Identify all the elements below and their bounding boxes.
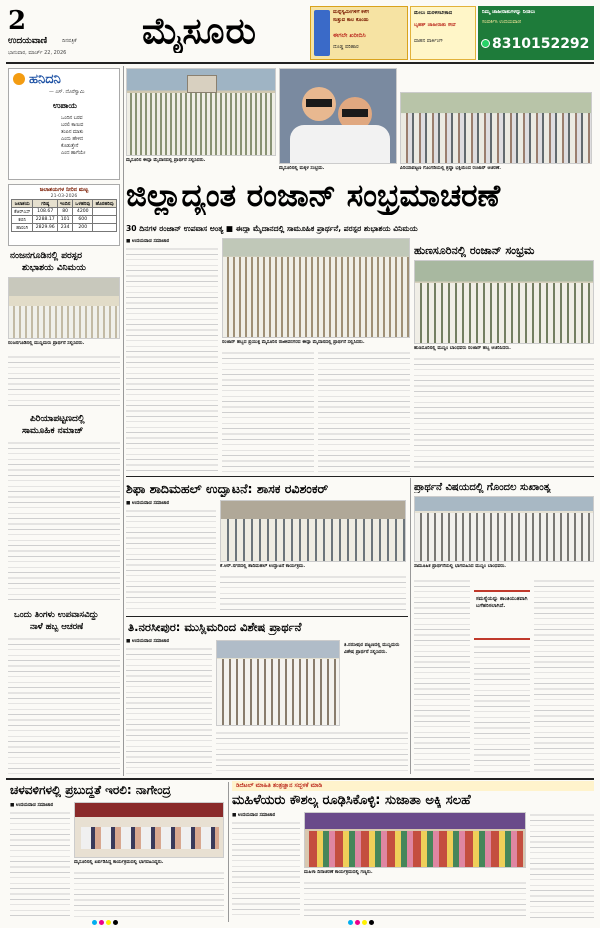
poem-line: ತಂಪಿನ ಮಾತು [61, 130, 84, 135]
ad3-line2: ಸಂಪರ್ಕಿಸಿ ಉದಯವಾಣಿ [482, 20, 521, 25]
periyapatna-headline-1: ಪಿರಿಯಾಪಟ್ಟಣದಲ್ಲಿ [30, 414, 85, 424]
youth-body-col1 [10, 810, 70, 920]
nanjangud-photo [8, 277, 120, 339]
women-body-col2 [304, 880, 526, 920]
paper-name: ಉದಯವಾಣಿ [8, 36, 48, 46]
women-byline: ■ ಉದಯವಾಣಿ ಸಮಾಚಾರ [232, 813, 276, 818]
main-photo-4 [222, 238, 410, 338]
periyapatna-body [8, 440, 120, 604]
shifa-headline: ಶಿಫಾ ಶಾದಿಮಹಲ್ ಉದ್ಘಾಟನೆ: ಶಾಸಕ ರವಿಶಂಕರ್ [126, 481, 329, 496]
youth-caption: ಮೈಸೂರಿನಲ್ಲಿ ಏರ್ಪಡಿಸಿದ್ದ ಕಾರ್ಯಕ್ರಮದಲ್ಲಿ ಭಾಗವಹಿಸಿದ್ದರು. [74, 860, 164, 865]
th: ಜಲಾಶಯ [12, 200, 33, 208]
prayer-body-col1 [414, 578, 470, 774]
poem-line: ಒಂದಿನ ಬರವ [61, 116, 83, 121]
cell: ಕಬಿನಿ [12, 216, 33, 224]
water-table [11, 199, 117, 232]
nanjangud-headline-2: ಶುಭಾಶಯ ವಿನಿಮಯ [22, 263, 86, 273]
prayer-quote: ಸಮಸ್ಯೆಯನ್ನು ಶಾಂತಿಯುತವಾಗಿ ಬಗೆಹರಿಸಲಾಗಿದೆ. [476, 596, 528, 609]
water-level-box [8, 184, 120, 246]
hunsur-photo [414, 260, 594, 344]
col-divider [123, 66, 124, 776]
honey-byline: — ಎಸ್. ದೊರೆಸ್ವಾಮಿ [49, 90, 85, 95]
whatsapp-icon [481, 39, 490, 48]
prayer-photo [414, 496, 594, 562]
nanjangud-body [8, 354, 120, 410]
cell [93, 224, 117, 232]
water-table-date: 21-03-2026 [50, 194, 78, 199]
section-rule [6, 778, 594, 780]
cell: 200 [73, 224, 93, 232]
honey-logo-icon [13, 73, 25, 85]
poem-line: ಎಂದ ಹಾಗೆಯೇ [61, 151, 86, 156]
col-divider [410, 478, 411, 774]
poem-line: ಬರಲಿ ಕಾಣುವ [61, 123, 84, 128]
ad1-line1: ಮನ್ನೆಸ್ವಮೀಗಳಿಗೆ ಕಳೆಗ [333, 10, 370, 15]
main-headline: ಜಿಲ್ಲಾದ್ಯಂತ ರಂಜಾನ್ ಸಂಭ್ರಮಾಚರಣೆ [126, 178, 501, 214]
prayer-quote-box [474, 590, 530, 640]
women-caption: ಮಹಿಳಾ ದಿನಾಚರಣೆ ಕಾರ್ಯಕ್ರಮದಲ್ಲಿ ಗಣ್ಯರು. [304, 870, 373, 875]
ad3-line1: ನಿಮ್ಮ ಜಾಹೀರಾತುಗಳನ್ನು ನೀಡಲು [482, 10, 536, 15]
table-row [12, 208, 117, 216]
tnarsipur-headline: ತಿ.ನರಸೀಪುರ: ಮುಸ್ಲಿಮರಿಂದ ವಿಶೇಷ ಪ್ರಾರ್ಥನೆ [128, 620, 302, 634]
table-row [12, 224, 117, 232]
women-photo [304, 812, 526, 868]
date-line: ಭಾನುವಾರ, ಮಾರ್ಚ್ 22, 2026 [8, 50, 67, 56]
hunsur-caption: ಹುಣಸೂರಿನಲ್ಲಿ ಮುಸ್ಲಿಂ ಬಾಂಧವರು ರಂಜಾನ್ ಹಬ್ಬ ಆಚರಿಸಿದರು. [414, 346, 511, 351]
tnarsipur-byline: ■ ಉದಯವಾಣಿ ಸಮಾಚಾರ [126, 639, 170, 644]
youth-headline: ಚಳವಳಿಗಳಲ್ಲಿ ಪ್ರಬುದ್ಧತೆ ಇರಲಿ: ನಾಗೇಂದ್ರ [10, 783, 171, 797]
cell: 234 [58, 224, 73, 232]
hunsur-body [414, 356, 594, 472]
prayer-headline: ಪ್ರಾರ್ಥನೆ ವಿಷಯದಲ್ಲಿ ಗೊಂದಲ ಸುಖಾಂತ್ಯ [414, 482, 551, 493]
ad2-line3: ವಾಹನ ಪಾರ್ಕಿಂಗ್ [414, 39, 444, 44]
youth-body-col2 [74, 870, 224, 920]
ad-banner-3[interactable] [478, 6, 594, 60]
main-photo-2-caption: ಮೈಸೂರಿನಲ್ಲಿ ಮಕ್ಕಳ ಸಂಭ್ರಮ. [279, 166, 325, 171]
periyapatna-headline-2: ಸಾಮೂಹಿಕ ನಮಾಜ್ [22, 426, 84, 436]
poem-line: ಎಂದು ಹೇಳಿದ [61, 137, 83, 142]
col-divider [228, 782, 229, 922]
shifa-byline: ■ ಉದಯವಾಣಿ ಸಮಾಚಾರ [126, 501, 170, 506]
cell [93, 216, 117, 224]
youth-byline: ■ ಉದಯವಾಣಿ ಸಮಾಚಾರ [10, 803, 54, 808]
ad2-line1: ಮೇಲು ಮರಳಿಸಬೇಕಾದ [414, 11, 453, 16]
one-month-headline-1: ಒಂದು ತಿಂಗಳು ಉಪವಾಸವಿದ್ದು [14, 610, 99, 620]
honey-poem [61, 115, 85, 157]
cell: 2288.17 [33, 216, 58, 224]
cell: 108.67 [33, 208, 58, 216]
tnarsipur-photo [216, 640, 340, 726]
main-photo-4-caption: ರಂಜಾನ್ ಹಬ್ಬದ ಪ್ರಯುಕ್ತ ಮೈಸೂರಿನ ರಾಜೀವನಗರದ ಈದ್ಗಾ ಮೈದಾನದಲ್ಲಿ ಪ್ರಾರ್ಥನೆ ಸಲ್ಲಿಸಿದರು. [222, 340, 365, 345]
th: ಗರಿಷ್ಠ [33, 200, 58, 208]
main-photo-2 [279, 68, 397, 164]
main-subheadline: 30 ದಿನಗಳ ರಂಜಾನ್ ಉಪವಾಸ ಅಂತ್ಯ ■ ಈದ್ಗಾ ಮೈದಾನದಲ್ಲಿ ಸಾಮೂಹಿಕ ಪ್ರಾರ್ಥನೆ, ಪರಸ್ಪರ ಶುಭಾಶಯ ವಿನಿಮಯ [126, 224, 418, 233]
cell: ಹಾರಂಗಿ [12, 224, 33, 232]
cell: 4200 [73, 208, 93, 216]
masthead-rule [6, 62, 594, 64]
main-body-col3 [318, 350, 410, 472]
phone-icon [314, 10, 330, 56]
th: ಇಂದಿನ [58, 200, 73, 208]
main-photo-1 [126, 68, 276, 156]
hunsur-headline: ಹುಣಸೂರಿನಲ್ಲಿ ರಂಜಾನ್ ಸಂಭ್ರಮ [414, 244, 535, 257]
shifa-photo [220, 500, 406, 562]
paper-sub: ದಿನಪತ್ರಿಕೆ [62, 38, 77, 44]
cell: 101 [58, 216, 73, 224]
women-body-col3 [530, 812, 594, 920]
honey-box [8, 68, 120, 180]
main-photo-3 [400, 92, 592, 164]
cell [93, 208, 117, 216]
main-photo-3-caption: ಪಿರಿಯಾಪಟ್ಟಣ ಗೊಂಗಡಿಯಲ್ಲಿ ಶ್ರದ್ಧಾ ಭಕ್ತಿಯಿಂದ ರಂಜಾನ್ ಆಚರಣೆ. [400, 166, 502, 171]
cell: ಕೆಆರ್‌ಎಸ್ [12, 208, 33, 216]
edition-title: ಮೈಸೂರು [142, 10, 257, 52]
main-body-col1 [126, 246, 218, 472]
main-body-col2 [222, 350, 314, 472]
th: ಹೊರಹರಿವು [93, 200, 117, 208]
women-kicker: ಡಿಜಿಟಲ್ ಮಾಹಿತಿ ತಂತ್ರಜ್ಞಾನ ಸದ್ಬಳಕೆ ಮಾಡಿ [236, 782, 323, 789]
registration-marks [92, 920, 118, 925]
prayer-caption: ಸಾಮೂಹಿಕ ಪ್ರಾರ್ಥನೆಯಲ್ಲಿ ಭಾಗವಹಿಸಿದ ಮುಸ್ಲಿಂ ಬಾಂಧವರು. [414, 564, 507, 569]
cell: 80 [58, 208, 73, 216]
youth-photo [74, 802, 224, 858]
main-photo-1-caption: ಮೈಸೂರಿನ ಈದ್ಗಾ ಮೈದಾನದಲ್ಲಿ ಪ್ರಾರ್ಥನೆ ಸಲ್ಲಿಸಿದರು. [126, 158, 206, 163]
masthead [0, 0, 600, 62]
one-month-body [8, 636, 120, 774]
section-rule [126, 476, 594, 477]
women-kicker-bar [232, 781, 594, 791]
tnarsipur-body-col1 [126, 646, 212, 774]
ad-banner-2[interactable] [410, 6, 476, 60]
tnarsipur-caption: ತಿ.ನರಸೀಪುರ ಪಟ್ಟಣದಲ್ಲಿ ಮುಸ್ಲಿಮರು ವಿಶೇಷ ಪ್ರಾರ್ಥನೆ ಸಲ್ಲಿಸಿದರು. [344, 643, 400, 655]
registration-marks [348, 920, 374, 925]
main-byline: ■ ಉದಯವಾಣಿ ಸಮಾಚಾರ [126, 239, 170, 244]
honey-logo: ಹನಿದನಿ [29, 72, 61, 87]
nanjangud-headline-1: ನಂಜನಗೂಡಿನಲ್ಲಿ ಪರಸ್ಪರ [10, 251, 83, 261]
prayer-body-col2 [474, 644, 530, 774]
ad3-phone[interactable]: 8310152292 [492, 36, 590, 52]
ad1-line2: ಸುತ್ತುವ ಕಾಲ ಕೊಂಡು [333, 18, 369, 23]
ad-banner-1[interactable] [310, 6, 408, 60]
shifa-body-col2 [220, 574, 406, 612]
shifa-caption: ಕೆ.ಆರ್.ನಗರದಲ್ಲಿ ಶಾದಿಮಹಲ್ ಉದ್ಘಾಟನೆ ಕಾರ್ಯಕ್ರಮ. [220, 564, 306, 569]
nanjangud-caption: ನಂಜನಗೂಡಿನಲ್ಲಿ ಮುಸ್ಲಿಮರು ಪ್ರಾರ್ಥನೆ ಸಲ್ಲಿಸಿದರು. [8, 341, 85, 346]
ad1-line4: ದೊಡ್ಡ ಪರಿಹಾರ [333, 45, 359, 50]
one-month-headline-2: ನಾಳೆ ಹಬ್ಬ ಆಚರಣೆ [30, 622, 84, 632]
women-headline: ಮಹಿಳೆಯರು ಕೌಶಲ್ಯ ರೂಢಿಸಿಕೊಳ್ಳಿ: ಸುಜಾತಾ ಅಕ್ಕಿ ಸಲಹೆ [232, 793, 471, 808]
women-body-col1 [232, 820, 300, 920]
cell: 600 [73, 216, 93, 224]
prayer-body-col3 [534, 578, 594, 774]
cell: 2829.96 [33, 224, 58, 232]
ad1-line3: ಈಗಲೇ ಖರೀದಿಸಿ [333, 33, 366, 39]
honey-title: ಉಪಾಯ [53, 101, 77, 110]
tnarsipur-body-col2 [216, 730, 408, 774]
water-table-title: ಜಲಾಶಯಗಳ ನೀರಿನ ಮಟ್ಟ [39, 187, 89, 193]
page-number: 2 [8, 6, 27, 36]
section-rule [126, 616, 408, 617]
th: ಒಳಹರಿವು [73, 200, 93, 208]
poem-line: ಕೊಡುತ್ತೇನೆ [61, 144, 79, 149]
shifa-body-col1 [126, 508, 216, 612]
ad2-line2: ಬೃಹತ್ ಜಾಹೀರಾತು ಸೇವೆ [414, 23, 456, 28]
table-row [12, 216, 117, 224]
